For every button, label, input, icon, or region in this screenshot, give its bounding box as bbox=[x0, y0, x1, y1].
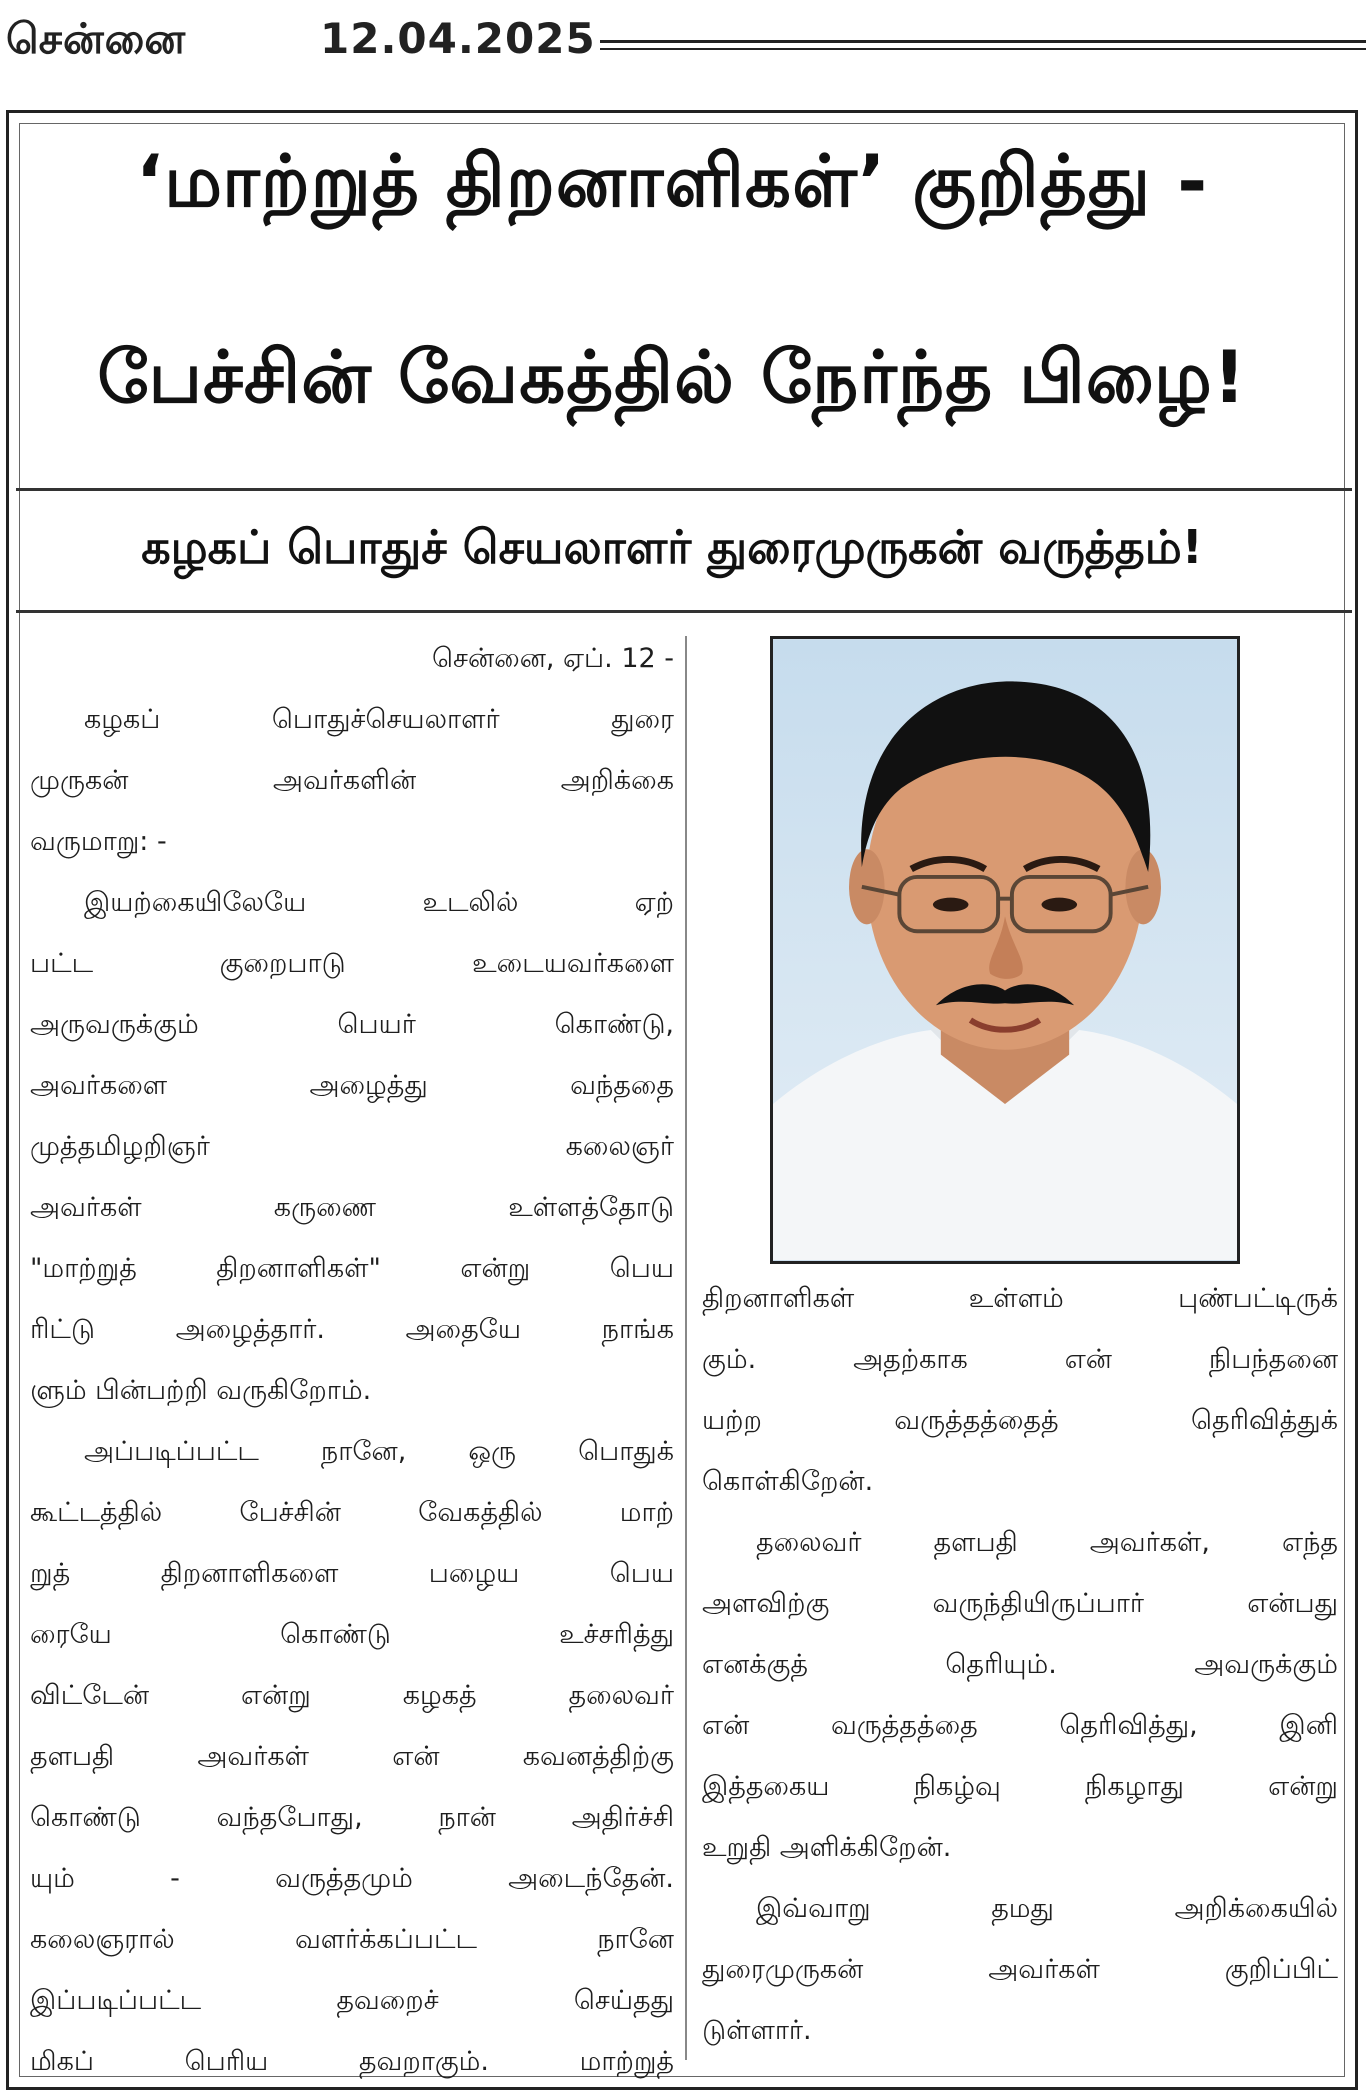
column-divider bbox=[685, 636, 687, 2060]
article-line: கழகப் பொதுச்செயலாளர் துரை bbox=[84, 704, 674, 735]
portrait-illustration bbox=[773, 639, 1237, 1261]
article-line: அவர்களை அழைத்து வந்ததை bbox=[30, 1070, 674, 1101]
article-line: ளும் பின்பற்றி வருகிறோம். bbox=[30, 1375, 372, 1406]
article-line: உறுதி அளிக்கிறேன். bbox=[702, 1832, 952, 1863]
article-line: தலைவர் தளபதி அவர்கள், எந்த bbox=[756, 1527, 1338, 1558]
subheadline: கழகப் பொதுச் செயலாளர் துரைமுருகன் வருத்தம்! bbox=[141, 520, 1203, 574]
article-line: கலைஞரால் வளர்க்கப்பட்ட நானே bbox=[30, 1924, 674, 1955]
article-column-right bbox=[702, 1268, 1338, 2061]
article-line: கும். அதற்காக என் நிபந்தனை bbox=[702, 1344, 1338, 1375]
article-line: துரைமுருகன் அவர்கள் குறிப்பிட் bbox=[702, 1954, 1338, 1985]
article-line: தளபதி அவர்கள் என் கவனத்திற்கு bbox=[30, 1741, 674, 1772]
article-line: விட்டேன் என்று கழகத் தலைவர் bbox=[30, 1680, 674, 1711]
article-line: ரையே கொண்டு உச்சரித்து bbox=[30, 1619, 674, 1650]
article-dateline: சென்னை, ஏப். 12 - bbox=[432, 643, 674, 674]
portrait-photo bbox=[770, 636, 1240, 1264]
article-line: பட்ட குறைபாடு உடையவர்களை bbox=[30, 948, 674, 979]
headline-line-1: ‘மாற்றுத் திறனாளிகள்’ குறித்து - bbox=[135, 139, 1209, 223]
divider-under-subheadline bbox=[16, 610, 1352, 613]
article-line: என் வருத்தத்தை தெரிவித்து, இனி bbox=[702, 1710, 1338, 1741]
article-line: கொண்டு வந்தபோது, நான் அதிர்ச்சி bbox=[30, 1802, 674, 1833]
dateline bbox=[0, 14, 1366, 76]
dateline-rule bbox=[600, 40, 1366, 50]
article-line: மிகப் பெரிய தவறாகும். மாற்றுத் bbox=[30, 2046, 674, 2077]
article-line: அவர்கள் கருணை உள்ளத்தோடு bbox=[30, 1192, 674, 1223]
article-line: "மாற்றுத் திறனாளிகள்" என்று பெய bbox=[30, 1253, 674, 1284]
article-line: வருமாறு: - bbox=[30, 826, 167, 857]
article-line: அளவிற்கு வருந்தியிருப்பார் என்பது bbox=[702, 1588, 1338, 1619]
article-line: கொள்கிறேன். bbox=[702, 1466, 874, 1497]
article-line: திறனாளிகள் உள்ளம் புண்பட்டிருக் bbox=[702, 1283, 1338, 1314]
article-column-left bbox=[30, 628, 674, 2092]
article-line: அப்படிப்பட்ட நானே, ஒரு பொதுக் bbox=[84, 1436, 674, 1467]
dateline-place: சென்னை bbox=[6, 14, 187, 63]
article-line: கூட்டத்தில் பேச்சின் வேகத்தில் மாற் bbox=[30, 1497, 674, 1528]
article-line: அருவருக்கும் பெயர் கொண்டு, bbox=[30, 1009, 674, 1040]
article-line: முத்தமிழறிஞர் கலைஞர் bbox=[30, 1131, 674, 1162]
article-line: இப்படிப்பட்ட தவறைச் செய்தது bbox=[30, 1985, 674, 2016]
article-line: றுத் திறனாளிகளை பழைய பெய bbox=[30, 1558, 674, 1589]
article-line: எனக்குத் தெரியும். அவருக்கும் bbox=[702, 1649, 1338, 1680]
article-line: முருகன் அவர்களின் அறிக்கை bbox=[30, 765, 674, 796]
dateline-date: 12.04.2025 bbox=[320, 14, 596, 63]
headline-line-2: பேச்சின் வேகத்தில் நேர்ந்த பிழை! bbox=[97, 335, 1247, 419]
divider-under-headline bbox=[16, 488, 1352, 491]
article-line: டுள்ளார். bbox=[702, 2015, 812, 2046]
article-line: இவ்வாறு தமது அறிக்கையில் bbox=[756, 1893, 1338, 1924]
article-line: இத்தகைய நிகழ்வு நிகழாது என்று bbox=[702, 1771, 1338, 1802]
article-line: யற்ற வருத்தத்தைத் தெரிவித்துக் bbox=[702, 1405, 1338, 1436]
article-line: ரிட்டு அழைத்தார். அதையே நாங்க bbox=[30, 1314, 674, 1345]
article-line: யும் - வருத்தமும் அடைந்தேன். bbox=[30, 1863, 674, 1894]
article-line: இயற்கையிலேயே உடலில் ஏற் bbox=[84, 887, 674, 918]
